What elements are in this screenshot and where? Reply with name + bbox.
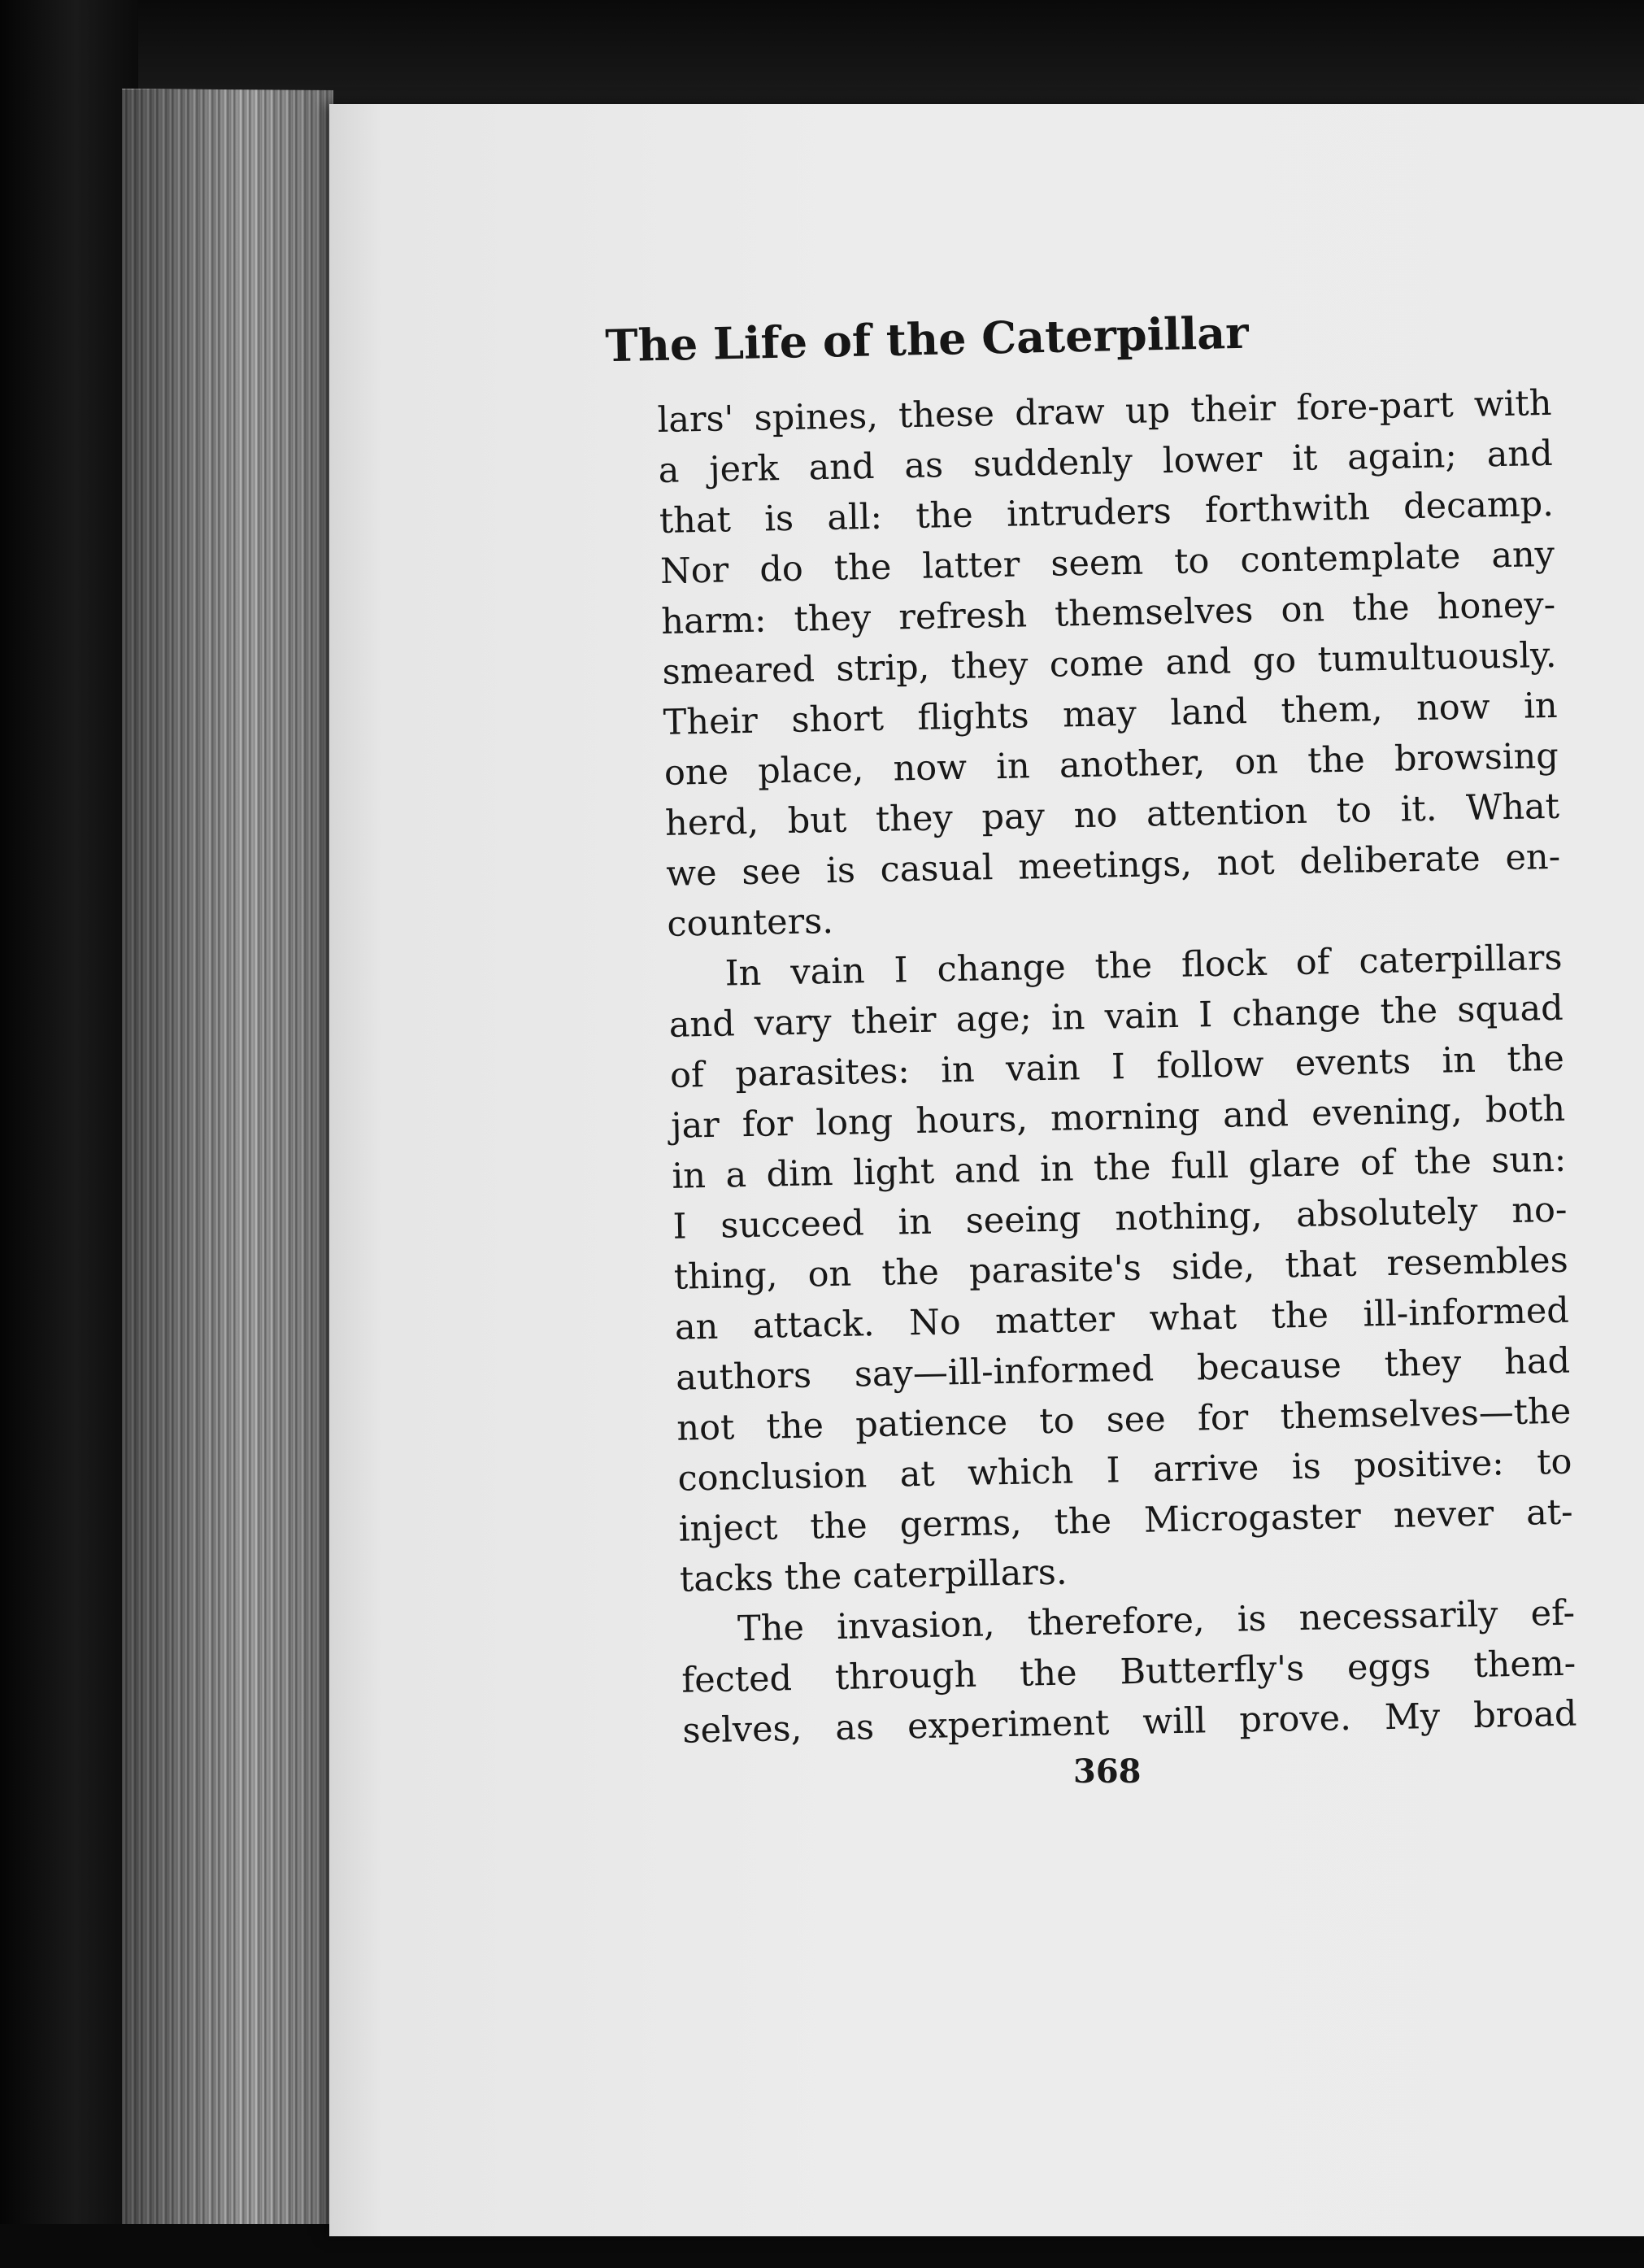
text-line: harm: they refresh themselves on the honey-	[660, 584, 1556, 642]
text-line: we see is casual meetings, not deliberate en-	[665, 836, 1561, 895]
text-line: of parasites: in vain I follow events in the	[669, 1038, 1565, 1096]
text-line: counters.	[667, 900, 834, 945]
running-head: The Life of the Caterpillar	[604, 306, 1250, 372]
text-line: conclusion at which I arrive is positive: to	[677, 1441, 1572, 1500]
text-line: not the patience to see for themselves—the	[676, 1391, 1572, 1449]
text-line: authors say—ill-informed because they had	[675, 1340, 1571, 1399]
text-line: herd, but they pay no attention to it. What	[664, 786, 1560, 844]
text-line: Their short flights may land them, now in	[663, 685, 1559, 743]
text-line: that is all: the intruders forthwith decamp.	[659, 483, 1555, 542]
text-line: smeared strip, they come and go tumultuously.	[662, 634, 1557, 693]
text-line: I succeed in seeing nothing, absolutely no-	[672, 1189, 1568, 1247]
text-line-paragraph-start: The invasion, therefore, is necessarily ef-	[737, 1592, 1576, 1650]
text-line: jar for long hours, morning and evening, both	[670, 1088, 1566, 1147]
text-line: an attack. No matter what the ill-informed	[674, 1290, 1570, 1348]
text-line: a jerk and as suddenly lower it again; and	[658, 433, 1554, 491]
text-line: lars' spines, these draw up their fore-part with	[657, 382, 1552, 441]
book-page-edges-shadow	[122, 89, 333, 2236]
page-number: 368	[1073, 1752, 1142, 1791]
text-line: one place, now in another, on the browsing	[663, 735, 1559, 794]
text-line: tacks the caterpillars.	[679, 1552, 1068, 1600]
text-line: thing, on the parasite's side, that resembles	[673, 1239, 1569, 1298]
text-line: in a dim light and in the full glare of the sun:	[671, 1138, 1567, 1197]
text-line-paragraph-start: In vain I change the flock of caterpillars	[724, 937, 1563, 995]
text-line: and vary their age; in vain I change the squad	[668, 987, 1564, 1046]
background-left	[0, 0, 138, 2268]
text-line: fected through the Butterfly's eggs them-	[681, 1643, 1577, 1701]
text-line: inject the germs, the Microgaster never at-	[678, 1491, 1574, 1550]
body-text	[657, 378, 1577, 1757]
text-line: selves, as experiment will prove. My broad	[682, 1693, 1577, 1752]
text-line: Nor do the latter seem to contemplate any	[659, 533, 1555, 592]
